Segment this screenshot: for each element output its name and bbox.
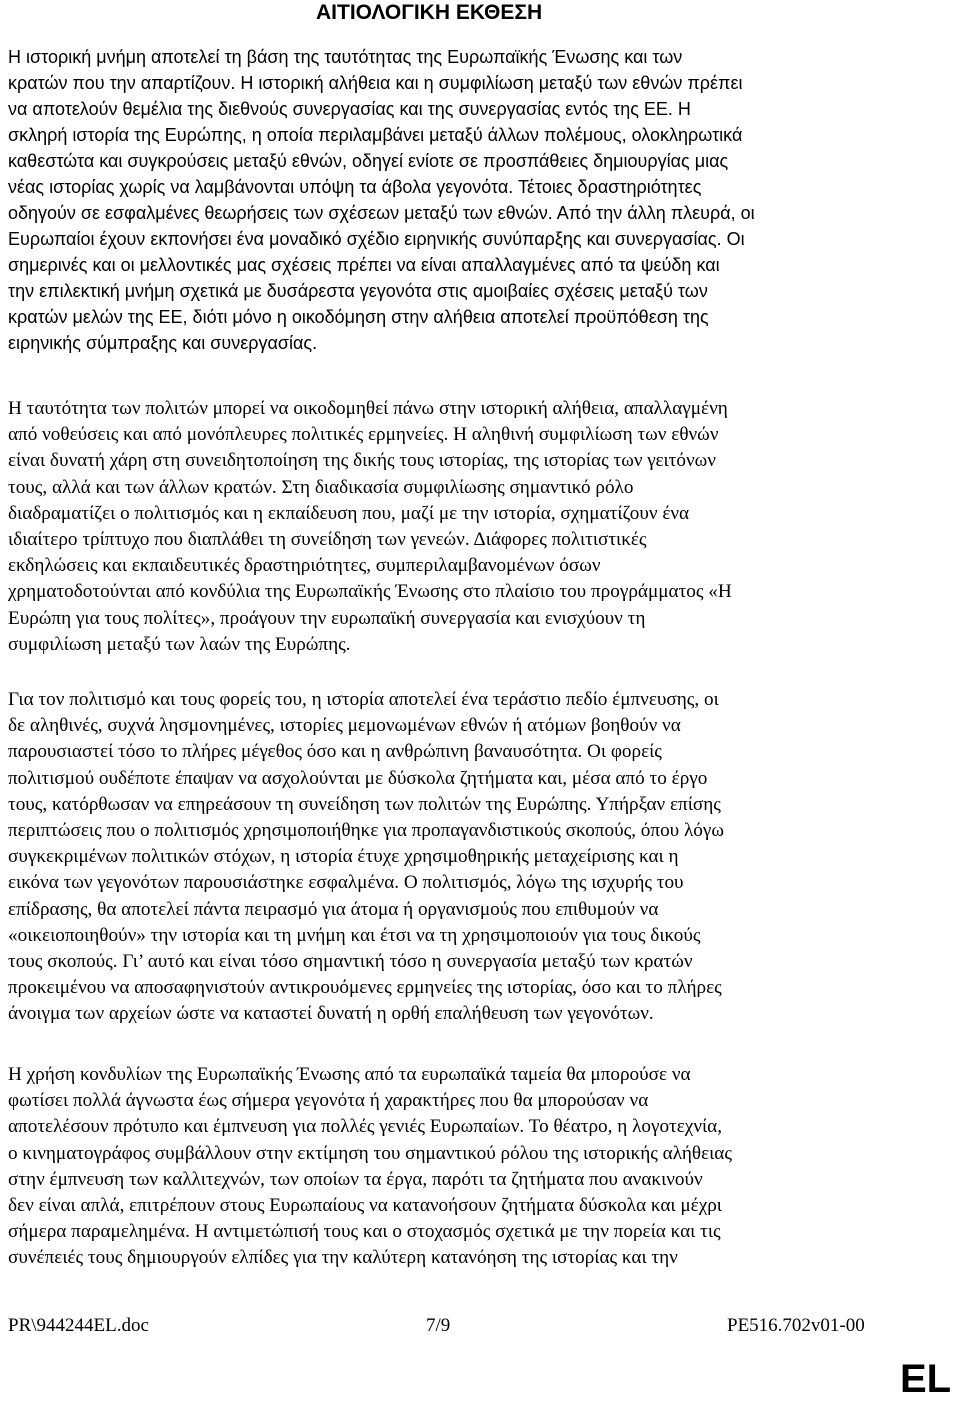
language-code: EL — [900, 1357, 952, 1401]
text-line: στην έμπνευση των καλλιτεχνών, των οποίων τα έργα, παρότι τα ζητήματα που ανακινούν — [8, 1168, 703, 1190]
text-line: Για τον πολιτισμό και τους φορείς του, η ιστορία αποτελεί ένα τεράστιο πεδίο έμπνευσης, οι — [8, 689, 719, 710]
text-line: την επιλεκτική μνήμη σχετικά με δυσάρεστα γεγονότα στις αμοιβαίες σχέσεις μεταξύ των — [8, 281, 708, 301]
paragraph-3 — [8, 687, 724, 1027]
text-line: δεν είναι απλά, επιτρέπουν στους Ευρωπαίους να κατανοήσουν ζητήματα δύσκολα και μέχρι — [8, 1194, 722, 1216]
text-line: κρατών μελών της ΕΕ, διότι μόνο η οικοδόμηση στην αλήθεια αποτελεί προϋπόθεση της — [8, 307, 709, 327]
paragraph-2 — [8, 396, 732, 658]
text-line: εικόνα των γεγονότων παρουσιάστηκε εσφαλμένα. Ο πολιτισμός, λόγω της ισχυρής του — [8, 872, 684, 894]
text-line: επίδρασης, θα αποτελεί πάντα πειρασμό για άτομα ή οργανισμούς που επιθυμούν να — [8, 898, 659, 920]
text-line: σημερινές και οι μελλοντικές μας σχέσεις πρέπει να είναι απαλλαγμένες από τα ψεύδη και — [8, 255, 720, 275]
text-line: είναι δυνατή χάρη στη συνειδητοποίηση της δικής τους ιστορίας, της ιστορίας των γειτόνων — [8, 450, 716, 472]
text-line: κρατών που την απαρτίζουν. Η ιστορική αλήθεια και η συμφιλίωση μεταξύ των εθνών πρέπει — [8, 73, 743, 93]
text-line: εκδηλώσεις και εκπαιδευτικές δραστηριότητες, συμπεριλαμβανομένων όσων — [8, 555, 601, 577]
text-line: παρουσιαστεί τόσο το πλήρες μέγεθος όσο και η ανθρώπινη βαναυσότητα. Οι φορείς — [8, 741, 662, 763]
text-line: Η χρήση κονδυλίων της Ευρωπαϊκής Ένωσης από τα ευρωπαϊκά ταμεία θα μπορούσε να — [8, 1064, 691, 1085]
text-line: συμφιλίωση μεταξύ των λαών της Ευρώπης. — [8, 633, 351, 655]
text-line: Ευρωπαίοι έχουν εκπονήσει ένα μοναδικό σχέδιο ειρηνικής συνύπαρξης και συνεργασίας. Οι — [8, 229, 745, 249]
text-line: από νοθεύσεις και από μονόπλευρες πολιτικές ερμηνείες. Η αληθινή συμφιλίωση των εθνών — [8, 424, 719, 446]
text-line: οδηγούν σε εσφαλμένες θεωρήσεις των σχέσεων μεταξύ των εθνών. Από την άλλη πλευρά, οι — [8, 203, 755, 223]
text-line: σήμερα παραμελημένα. Η αντιμετώπισή τους και ο στοχασμός σχετικά με την πορεία και τις — [8, 1221, 721, 1243]
text-line: περιπτώσεις που ο πολιτισμός χρησιμοποιήθηκε για προπαγανδιστικούς σκοπούς, όπου λόγω — [8, 819, 724, 841]
footer-doc-ref: PR\944244EL.doc — [8, 1315, 149, 1336]
text-line: τους σκοπούς. Γι’ αυτό και είναι τόσο σημαντική τόσο η συνεργασία μεταξύ των κρατών — [8, 950, 693, 972]
footer-page-number: 7/9 — [426, 1315, 451, 1336]
text-line: διαδραματίζει ο πολιτισμός και η εκπαίδευση που, μαζί με την ιστορία, σχηματίζουν ένα — [8, 502, 690, 524]
paragraph-1 — [8, 44, 755, 356]
text-line: φωτίσει πολλά άγνωστα έως σήμερα γεγονότα ή χαρακτήρες που θα μπορούσαν να — [8, 1090, 649, 1112]
text-line: ο κινηματογράφος συμβάλλουν στην εκτίμηση του σημαντικού ρόλου της ιστορικής αλήθειας — [8, 1142, 732, 1164]
text-line: συνέπειές τους δημιουργούν ελπίδες για την καλύτερη κατανόηση της ιστορίας και την — [8, 1247, 678, 1269]
text-line: σκληρή ιστορία της Ευρώπης, η οποία περιλαμβάνει μεταξύ άλλων πολέμους, ολοκληρωτικά — [8, 125, 743, 145]
text-line: Ευρώπη για τους πολίτες», προάγουν την ευρωπαϊκή συνεργασία και ενισχύουν τη — [8, 607, 646, 629]
paragraph-4 — [8, 1062, 732, 1272]
text-line: δε αληθινές, συχνά λησμονημένες, ιστορίες μεμονωμένων εθνών ή ατόμων βοηθούν να — [8, 715, 681, 737]
text-line: νέας ιστορίας χωρίς να λαμβάνονται υπόψη τα άβολα γεγονότα. Τέτοιες δραστηριότητες — [8, 177, 702, 197]
text-line: να αποτελούν θεμέλια της διεθνούς συνεργασίας και της συνεργασίας εντός της ΕΕ. Η — [8, 99, 691, 119]
text-line: πολιτισμού ουδέποτε έπαψαν να ασχολούνται με δύσκολα ζητήματα και, μέσα από το έργο — [8, 767, 708, 789]
text-line: «οικειοποιηθούν» την ιστορία και τη μνήμη και έτσι να τη χρησιμοποιούν για τους δικούς — [8, 924, 701, 946]
text-line: άνοιγμα των αρχείων ώστε να καταστεί δυνατή η ορθή επαλήθευση των γεγονότων. — [8, 1003, 654, 1025]
text-line: Η ταυτότητα των πολιτών μπορεί να οικοδομηθεί πάνω στην ιστορική αλήθεια, απαλλαγμένη — [8, 398, 728, 419]
text-line: ειρηνικής σύμπραξης και συνεργασίας. — [8, 333, 318, 353]
footer-pe-number: PE516.702v01-00 — [727, 1315, 865, 1336]
text-line: Η ιστορική μνήμη αποτελεί τη βάση της ταυτότητας της Ευρωπαϊκής Ένωσης και των — [8, 47, 683, 67]
text-line: καθεστώτα και συγκρούσεις μεταξύ εθνών, οδηγεί ενίοτε σε προσπάθειες δημιουργίας μιας — [8, 151, 729, 171]
text-line: αποτελέσουν πρότυπο και έμπνευση για πολλές γενιές Ευρωπαίων. Το θέατρο, η λογοτεχνία, — [8, 1116, 723, 1138]
text-line: ιδιαίτερο τρίπτυχο που διαπλάθει τη συνείδηση των γενεών. Διάφορες πολιτιστικές — [8, 528, 647, 550]
text-line: τους, αλλά και των άλλων κρατών. Στη διαδικασία συμφιλίωσης σημαντικό ρόλο — [8, 476, 634, 498]
text-line: χρηματοδοτούνται από κονδύλια της Ευρωπαϊκής Ένωσης στο πλαίσιο του προγράμματος «Η — [8, 581, 732, 603]
document-title: ΑΙΤΙΟΛΟΓΙΚΗ ΕΚΘΕΣΗ — [316, 1, 543, 24]
text-line: προκειμένου να αποσαφηνιστούν αντικρουόμενες ερμηνείες της ιστορίας, όσο και το πλήρες — [8, 977, 722, 999]
text-line: συγκεκριμένων πολιτικών στόχων, η ιστορία έτυχε χρησιμοθηρικής μεταχείρισης και η — [8, 846, 679, 868]
text-line: τους, κατόρθωσαν να επηρεάσουν τη συνείδηση των πολιτών της Ευρώπης. Υπήρξαν επίσης — [8, 793, 721, 815]
